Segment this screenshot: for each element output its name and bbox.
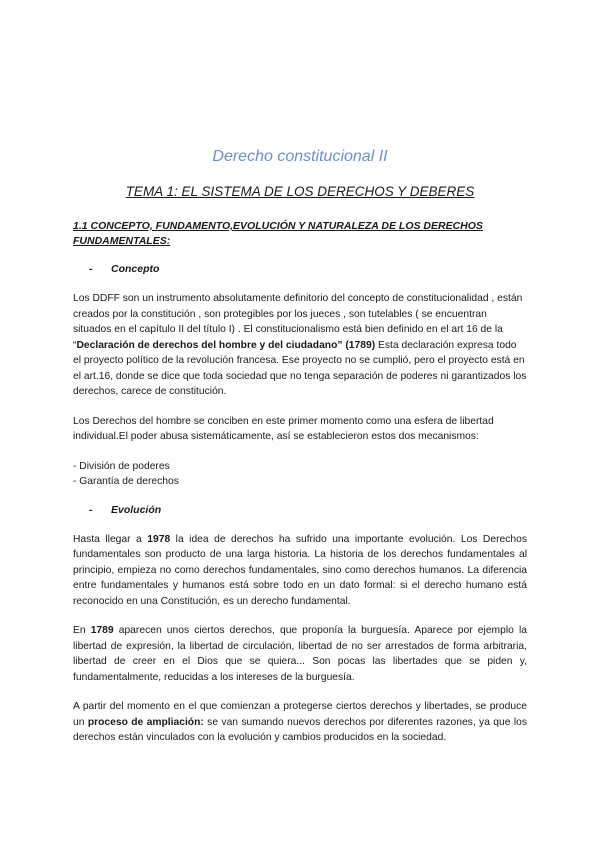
bullet-dash: - [89, 263, 93, 275]
evolucion-p1-year: 1978 [147, 533, 171, 545]
evolucion-p2-text-b: aparecen unos ciertos derechos, que proponía la burguesía. Aparece por ejemplo la libertad de expresión, la libertad de circulación, libertad de no ser arrestados de forma arbitraria, libertad de creer en el Dios que se quiera... Son pocas las libertades que se piden y, fundamentalmente, reducidas a los intereses de la burguesía. [73, 625, 527, 683]
concepto-heading-label: Concepto [111, 263, 160, 275]
evolucion-paragraph-1 [73, 532, 527, 610]
concepto-p1-text-a: Los DDFF son un instrumento absolutamente definitorio del concepto de constitucionalidad , están creados por la constitución , son protegibles por los jueces , son tutelables ( se encuentran situados en el capítulo II del título I) . El constitucionalismo está bien definido en el art 16 de la “ [73, 293, 523, 351]
evolucion-p3-text-b: se van sumando nuevos derechos por diferentes razones, ya que los derechos están vinculados con la evolución y cambios producidos en la sociedad. [73, 716, 527, 743]
concepto-p1-bold: Declaración de derechos del hombre y del ciudadano” (1789) [76, 339, 376, 351]
mechanisms-list [73, 459, 527, 490]
evolucion-p1-text-b: la idea de derechos ha sufrido una importante evolución. Los Derechos fundamentales son producto de una larga historia. La historia de los derechos fundamentales al principio, empieza no como derechos fundamentales, sino como derechos humanos. La diferencia entre fundamentales y humanos está sobre todo en un dato formal: si el derecho humano está reconocido en una Constitución, es un derecho fundamental. [73, 533, 527, 607]
concepto-p1-text-b: Esta declaración expresa todo el proyecto político de la revolución francesa. Ese proyecto no se cumplió, pero el proyecto está en el art.16, donde se dice que toda sociedad que no tenga separación de poderes ni garantizados los derechos, carece de constitución. [73, 339, 527, 397]
topic-title: TEMA 1: EL SISTEMA DE LOS DERECHOS Y DEBERES [125, 184, 475, 199]
evolucion-p3-bold: proceso de ampliación: [87, 716, 204, 728]
evolucion-heading-label: Evolución [111, 503, 162, 516]
document-title: Derecho constitucional II [212, 148, 388, 165]
concepto-paragraph-2: Los Derechos del hombre se conciben en este primer momento como una esfera de libertad individual.El poder abusa sistemáticamente, así se establecieron estos dos mecanismos: [73, 415, 494, 442]
list-item: - División de poderes [73, 460, 170, 472]
evolucion-p1-text-a: Hasta llegar a [73, 533, 148, 545]
bullet-dash: - [89, 503, 93, 516]
concepto-heading [89, 263, 527, 275]
evolucion-p2-year: 1789 [90, 625, 114, 636]
evolucion-paragraph-3 [73, 699, 527, 746]
list-item: - Garantía de derechos [73, 476, 179, 487]
evolucion-p3-text-a: A partir del momento en el que comienzan a protegerse ciertos derechos y libertades, se produce un [73, 701, 527, 728]
evolucion-heading [89, 504, 527, 516]
evolucion-p2-text-a: En [73, 625, 91, 636]
section-title: 1.1 CONCEPTO, FUNDAMENTO,EVOLUCIÓN Y NATURALEZA DE LOS DERECHOS FUNDAMENTALES: [73, 220, 483, 247]
concepto-paragraph-1 [73, 291, 527, 400]
evolucion-paragraph-2 [73, 623, 527, 685]
